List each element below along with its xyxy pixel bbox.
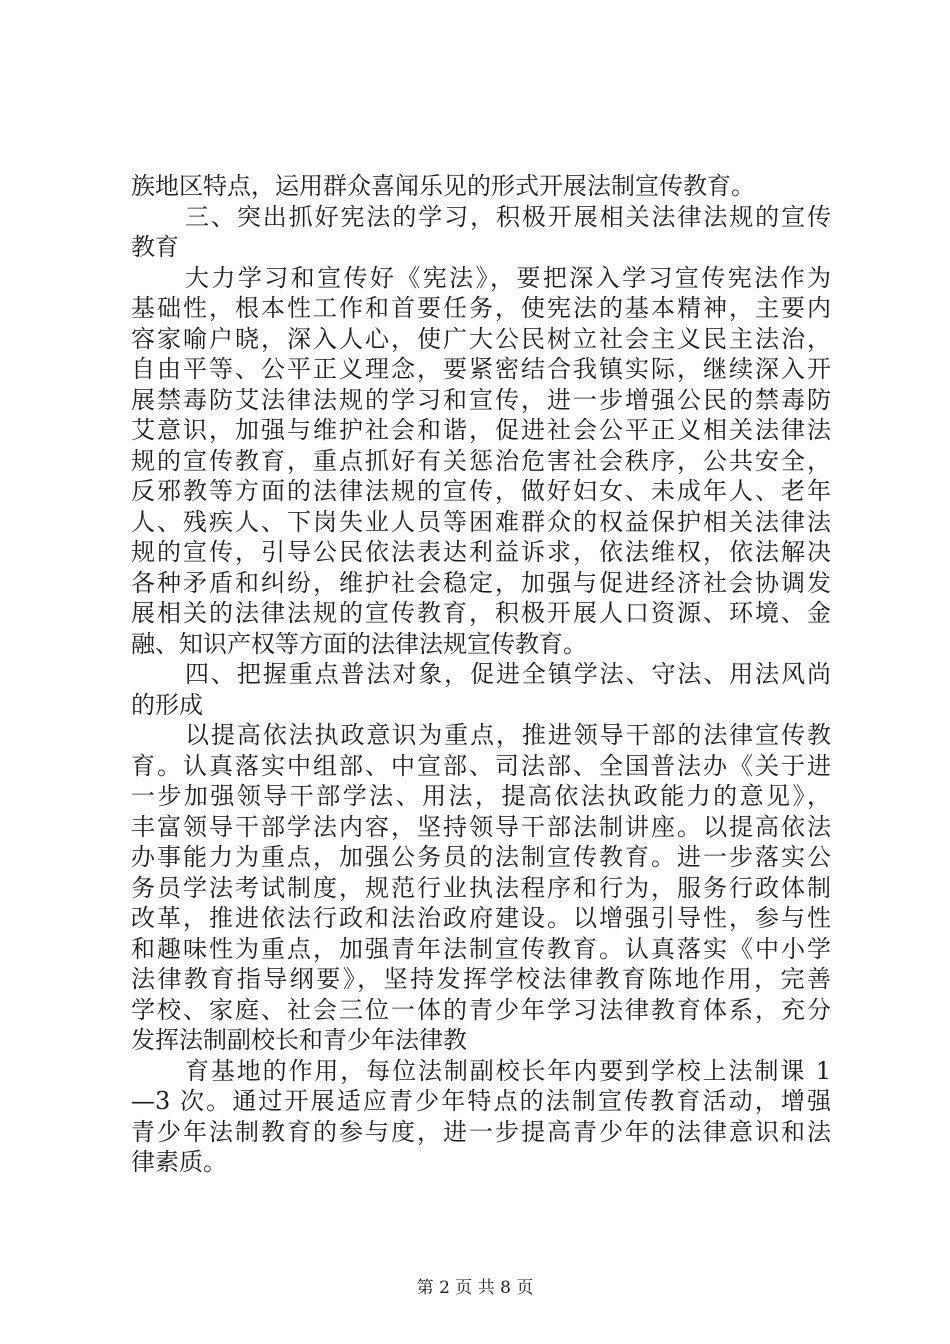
text-line: 青少年法制教育的参与度，进一步提高青少年的法律意识和法 <box>131 1117 831 1146</box>
text-line: 丰富领导干部学法内容，坚持领导干部法制讲座。以提高依法 <box>131 812 831 841</box>
text-line: 展相关的法律法规的宣传教育，积极开展人口资源、环境、金 <box>131 599 831 627</box>
section-heading-4-cont: 的形成 <box>131 690 203 719</box>
text-line: 规的宣传教育，重点抓好有关惩治危害社会秩序，公共安全， <box>131 446 831 475</box>
text-line: 改革，推进依法行政和法治政府建设。以增强引导性，参与性 <box>131 904 831 932</box>
text-line: 学校、家庭、社会三位一体的青少年学习法律教育体系，充分 <box>131 995 831 1024</box>
text-line: 办事能力为重点，加强公务员的法制宣传教育。进一步落实公 <box>131 843 831 871</box>
text-line: 展禁毒防艾法律法规的学习和宣传，进一步增强公民的禁毒防 <box>131 385 831 414</box>
text-line: 以提高依法执政意识为重点，推进领导干部的法律宣传教 <box>185 721 831 749</box>
text-line: 育。认真落实中组部、中宣部、司法部、全国普法办《关于进 <box>131 751 831 780</box>
text-line: 融、知识产权等方面的法律法规宣传教育。 <box>131 629 587 658</box>
text-line: 族地区特点，运用群众喜闻乐见的形式开展法制宣传教育。 <box>131 172 755 200</box>
text-line: —3 次。通过开展适应青少年特点的法制宣传教育活动，增强 <box>131 1087 831 1115</box>
text-line: 艾意识，加强与维护社会和谐，促进社会公平正义相关法律法 <box>131 416 831 444</box>
section-heading-3-cont: 教育 <box>131 233 179 261</box>
text-line: 发挥法制副校长和青少年法律教 <box>131 1026 467 1054</box>
text-line: 大力学习和宣传好《宪法》，要把深入学习宣传宪法作为 <box>185 263 831 292</box>
section-heading-3: 三、突出抓好宪法的学习，积极开展相关法律法规的宣传 <box>185 202 831 231</box>
text-line: 基础性，根本性工作和首要任务，使宪法的基本精神，主要内 <box>131 294 831 322</box>
text-line: 各种矛盾和纠纷，维护社会稳定，加强与促进经济社会协调发 <box>131 568 831 597</box>
text-line: 人、残疾人、下岗失业人员等困难群众的权益保护相关法律法 <box>131 507 831 536</box>
text-line: 自由平等、公平正义理念，要紧密结合我镇实际，继续深入开 <box>131 355 831 383</box>
text-line: 反邪教等方面的法律法规的宣传，做好妇女、未成年人、老年 <box>131 477 831 505</box>
section-heading-4: 四、把握重点普法对象，促进全镇学法、守法、用法风尚 <box>185 660 831 688</box>
text-line: 容家喻户晓，深入人心，使广大公民树立社会主义民主法治， <box>131 324 831 353</box>
text-line: 育基地的作用，每位法制副校长年内要到学校上法制课 1 <box>185 1056 831 1085</box>
text-line: 和趣味性为重点，加强青年法制宣传教育。认真落实《中小学 <box>131 934 831 963</box>
text-line: 一步加强领导干部学法、用法，提高依法执政能力的意见》， <box>131 782 831 810</box>
text-line: 律素质。 <box>131 1148 227 1176</box>
text-line: 规的宣传，引导公民依法表达利益诉求，依法维权，依法解决 <box>131 538 831 566</box>
text-line: 法律教育指导纲要》，坚持发挥学校法律教育陈地作用，完善 <box>131 965 831 993</box>
page-footer: 第 2 页 共 8 页 <box>416 1278 534 1298</box>
text-line: 务员学法考试制度，规范行业执法程序和行为，服务行政体制 <box>131 873 831 902</box>
